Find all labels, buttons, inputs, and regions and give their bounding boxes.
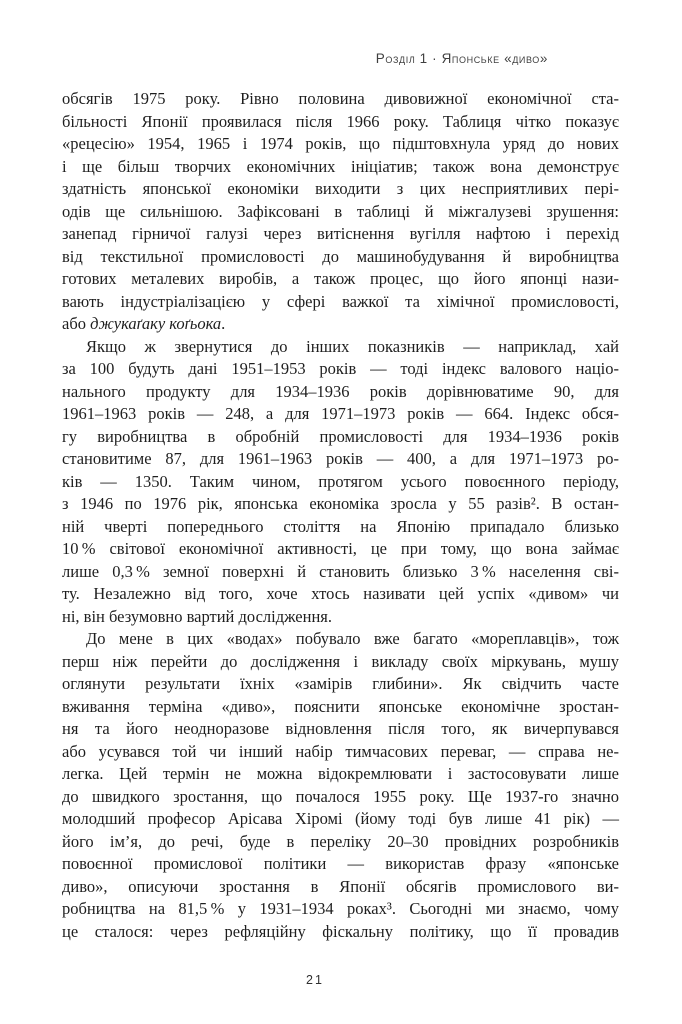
paragraph <box>62 88 619 336</box>
text-line: ня та його неодноразове відновлення після того, як вичерпувався <box>62 719 619 738</box>
text-line: диво», описуючи зростання в Японії обсягів промислового ви- <box>62 876 619 896</box>
text-line: більності Японії проявилася після 1966 року. Таблиця чітко показує <box>62 111 619 131</box>
text-line: від текстильної промисловості до машинобудування й виробництва <box>62 246 619 266</box>
running-header: Розділ 1 · Японське «диво» <box>375 51 548 66</box>
text-line: вають індустріалізацією у сфері важкої та хімічної промисловості, <box>62 291 619 311</box>
text-line: легка. Цей термін не можна відокремлювати і застосовувати лише <box>62 764 619 783</box>
text-line: 1961–1963 років — 248, а для 1971–1973 років — 664. Індекс обся- <box>62 404 619 423</box>
text-line: до швидкого зростання, що почалося 1955 року. Ще 1937-го значно <box>62 786 619 806</box>
text-line: нального продукту для 1934–1936 років дорівнюватиме 90, для <box>62 381 619 401</box>
text-line: оглянути результати їхніх «замірів глибини». Як свідчить часте <box>62 674 619 693</box>
text-line: До мене в цих «водах» побувало вже багато «мореплавців», тож <box>86 629 619 648</box>
text-line: або усувався той чи інший набір тимчасових переваг, — справа не- <box>62 741 619 761</box>
text-line: ту. Незалежно від того, хоче хтось називати цей успіх «дивом» чи <box>62 584 619 603</box>
text-block <box>62 88 619 943</box>
text-line: перш ніж перейти до дослідження і викладу своїх міркувань, мушу <box>62 651 619 671</box>
text-line: це сталося: через рефляційну фіскальну політику, що її провадив <box>62 921 619 941</box>
text-line: і ще більш творчих економічних ініціатив; також вона демонструє <box>62 156 619 176</box>
text-line: за 100 будуть дані 1951–1953 років — тоді індекс валового націо- <box>62 359 619 378</box>
text-line: або джукаґаку коґьока. <box>62 314 226 333</box>
text-line: молодший професор Арісава Хіромі (йому тоді був лише 41 рік) — <box>62 809 619 828</box>
paragraph <box>62 628 619 943</box>
text-line: ній чверті попереднього століття на Японію припадало близько <box>62 516 619 536</box>
text-line: обсягів 1975 року. Рівно половина дивовижної економічної ста- <box>62 89 619 108</box>
text-line: становитиме 87, для 1961–1963 років — 400, а для 1971–1973 ро- <box>62 449 619 468</box>
text-line: гу виробництва в обробній промисловості для 1934–1936 років <box>62 426 619 446</box>
text-line: з 1946 по 1976 рік, японська економіка зросла у 55 разів². В остан- <box>62 494 619 513</box>
page-number: 21 <box>306 973 324 987</box>
text-line: 10 % світової економічної активності, це при тому, що вона займає <box>62 539 619 558</box>
text-line: Якщо ж звернутися до інших показників — наприклад, хай <box>86 336 619 356</box>
text-line: занепад гірничої галузі через витіснення вугілля нафтою і перехід <box>62 224 619 243</box>
text-line: готових металевих виробів, а також процес, що його японці нази- <box>62 269 619 288</box>
text-line: здатність японської економіки виходити з цих несприятливих пері- <box>62 179 619 198</box>
text-line: вживання терміна «диво», пояснити японське економічне зростан- <box>62 696 619 716</box>
text-line: лише 0,3 % земної поверхні й становить близько 3 % населення сві- <box>62 561 619 581</box>
paragraph <box>62 336 619 629</box>
text-line: повоєнної промислової політики — використав фразу «японське <box>62 854 619 873</box>
text-line: «рецесію» 1954, 1965 і 1974 років, що підштовхнула уряд до нових <box>62 134 619 153</box>
text-line: ків — 1350. Таким чином, протягом усього повоєнного періоду, <box>62 471 619 491</box>
text-line: його ім’я, до речі, буде в переліку 20–30 провідних розробників <box>62 831 619 851</box>
text-line: ні, він безумовно вартий дослідження. <box>62 606 332 626</box>
text-line: робництва на 81,5 % у 1931–1934 роках³. Сьогодні ми знаємо, чому <box>62 899 619 918</box>
text-line: одів ще сильнішою. Зафіксовані в таблиці й міжгалузеві зрушення: <box>62 201 619 221</box>
